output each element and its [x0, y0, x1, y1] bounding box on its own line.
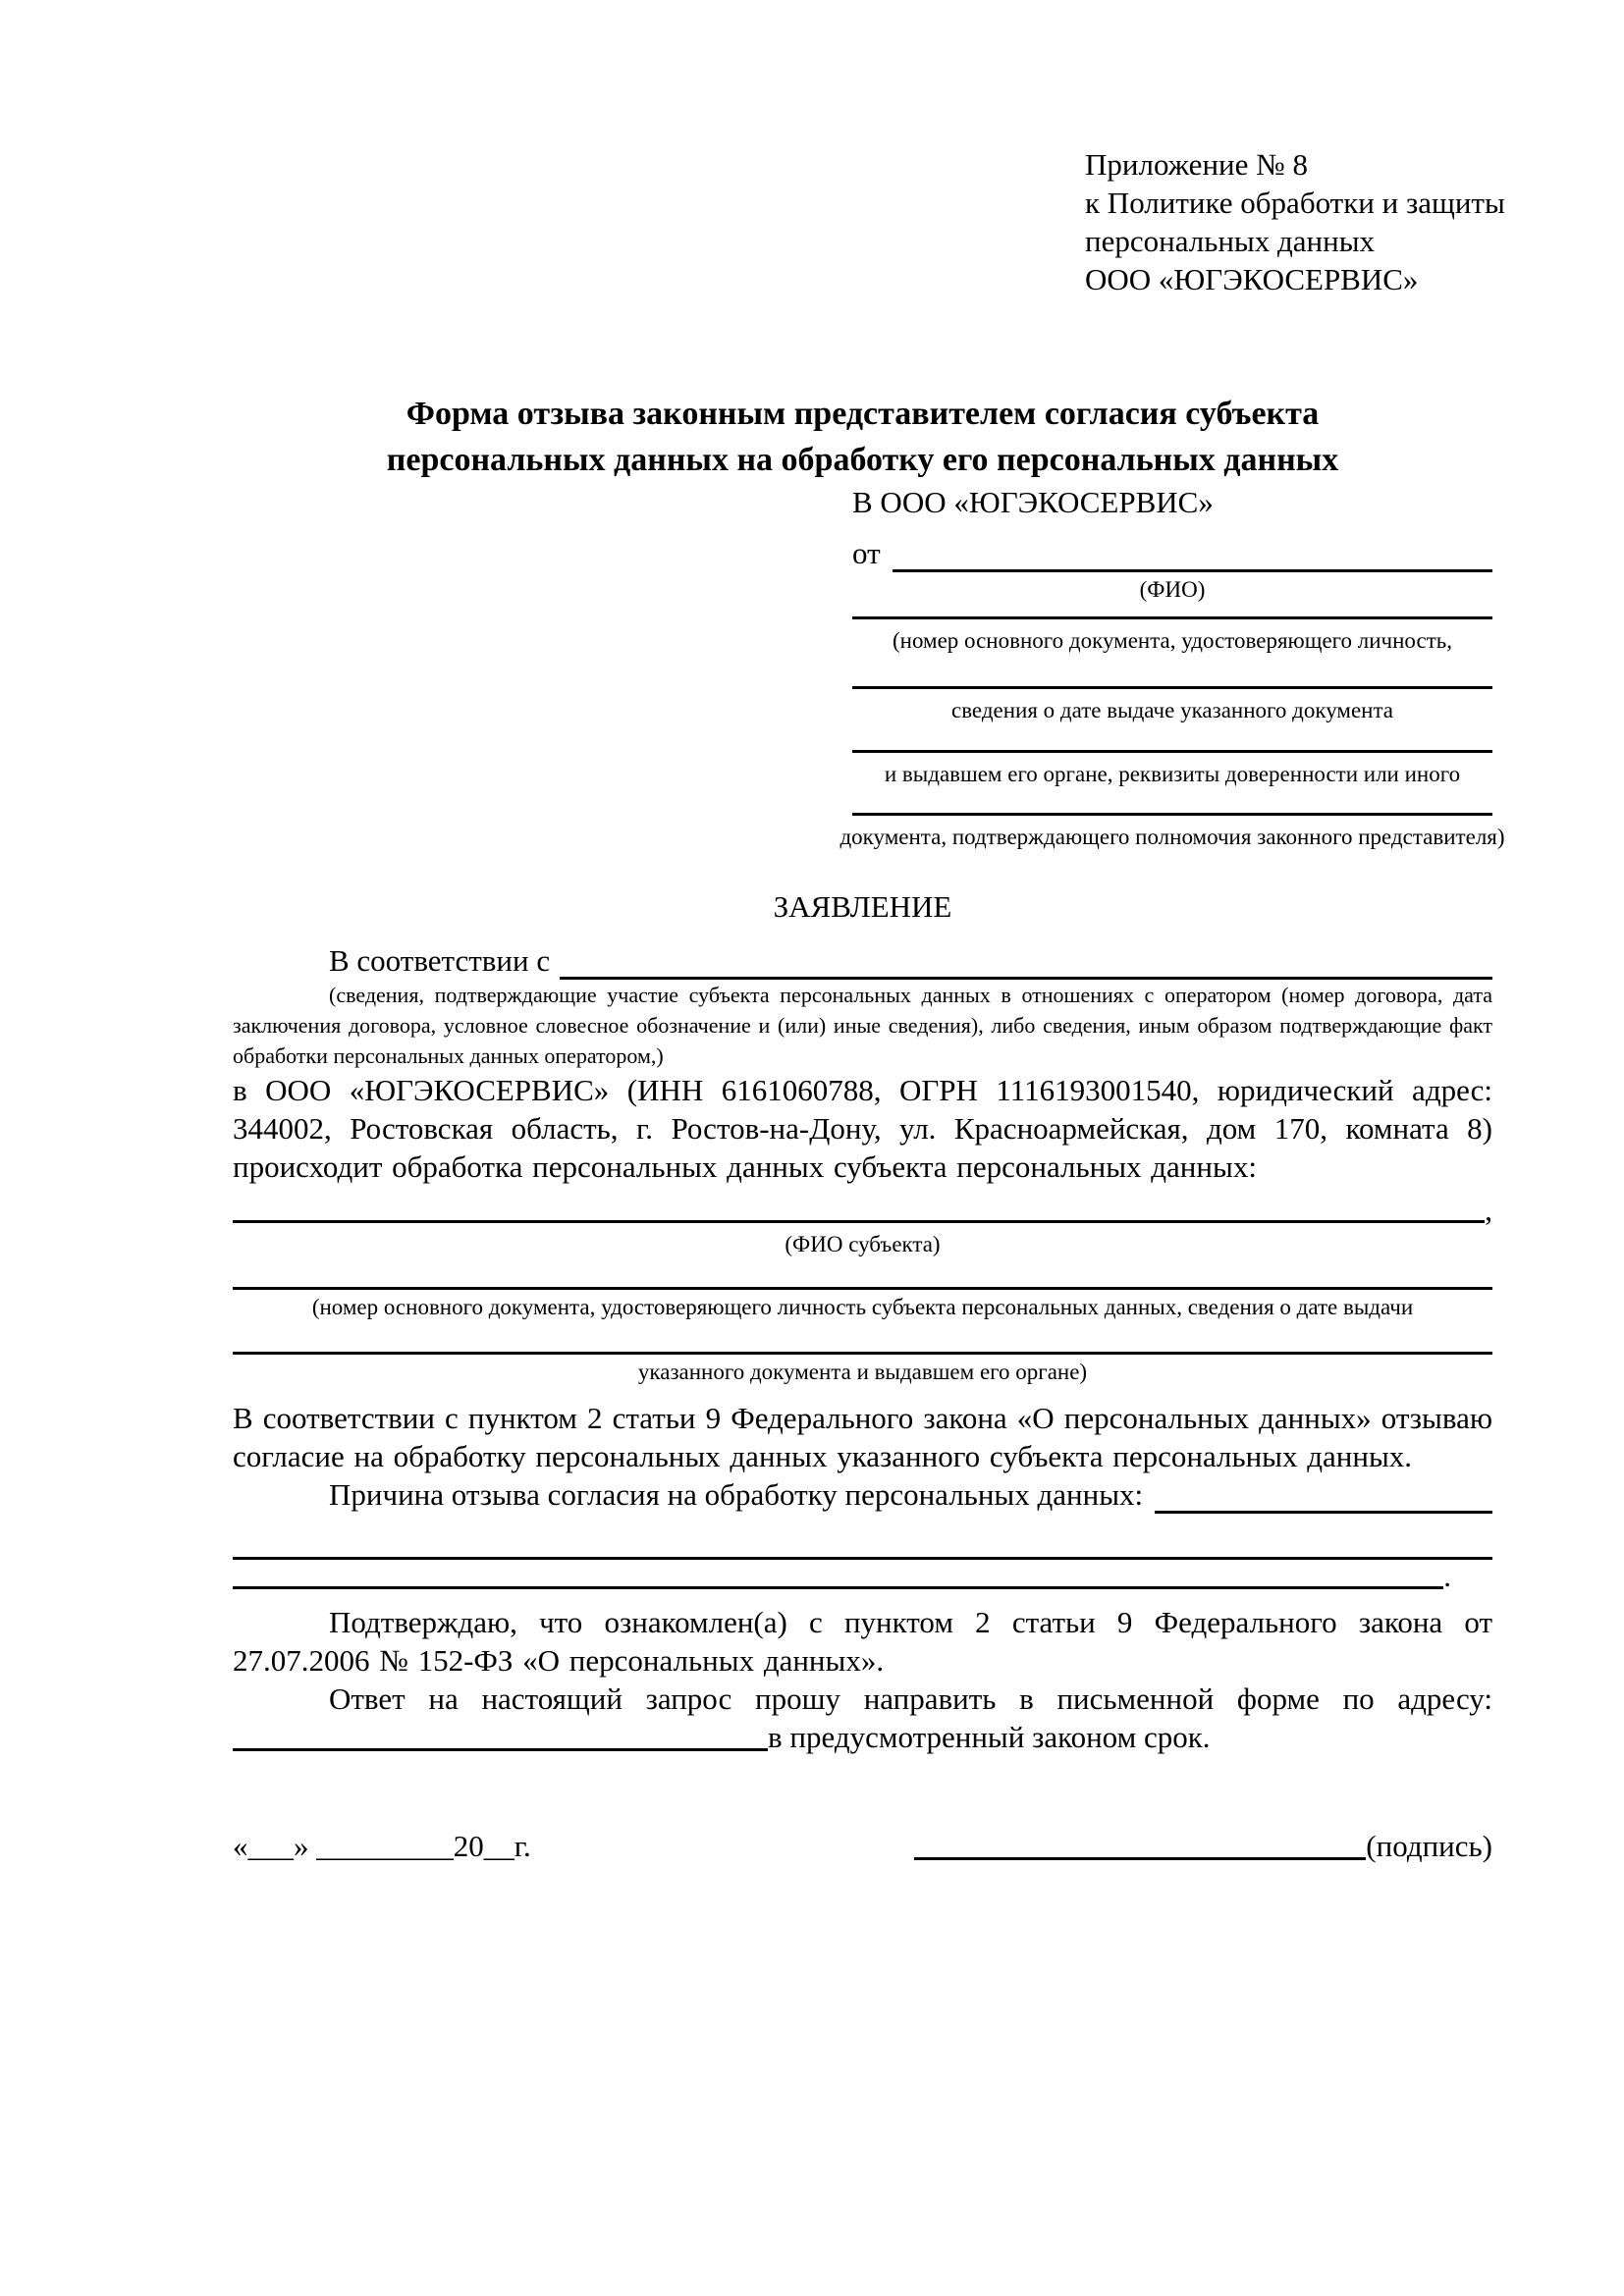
paragraph-indent [233, 1475, 329, 1514]
subject-fio-caption: (ФИО субъекта) [785, 1232, 941, 1256]
reason-field-line3 [233, 1560, 1492, 1593]
annex-note-line: ООО «ЮГЭКОСЕРВИС» [1085, 262, 1419, 296]
subject-name-comma: , [1485, 1193, 1492, 1227]
reply-tail: в предусмотренный законом срок. [768, 1720, 1211, 1754]
representative-document-field [852, 603, 1492, 619]
addressee-to: В ООО «ЮГЭКОСЕРВИС» [852, 485, 1214, 519]
addressee-block [839, 483, 1505, 850]
issue-date-field [852, 654, 1492, 689]
reason-label: Причина отзыва согласия на обработку персональных данных: [329, 1477, 1144, 1512]
authority-document-caption: документа, подтверждающего полномочия законного представителя) [839, 825, 1505, 849]
reason-field-line3-rule [233, 1586, 1443, 1589]
relation-details-field [560, 941, 1492, 980]
annex-note-line: к Политике обработки и защиты [1085, 186, 1505, 220]
intro-line [233, 941, 1492, 980]
reason-field-line2 [233, 1514, 1492, 1560]
date-field: «___» _________20__г. [233, 1829, 531, 1863]
reply-address-line [233, 1718, 1492, 1756]
subject-document-field-2 [233, 1320, 1492, 1355]
reason-line [233, 1475, 1492, 1514]
subject-document-field [233, 1257, 1492, 1290]
reply-paragraph: Ответ на настоящий запрос прошу направить в письменной форме по адресу: [329, 1682, 1492, 1716]
document-title-line1: Форма отзыва законным представителем согласия субъекта [406, 396, 1320, 432]
paragraph-indent [233, 941, 329, 980]
withdraw-paragraph: В соответствии с пунктом 2 статьи 9 Федерального закона «О персональных данных» отзываю согласие на обработку персональных данных указанного субъекта персональных данных. [233, 1401, 1492, 1473]
fio-caption: (ФИО) [1139, 577, 1206, 602]
reply-address-field [233, 1748, 768, 1751]
document-title [233, 391, 1492, 483]
signature-caption: (подпись) [1366, 1829, 1492, 1863]
annex-note [1085, 145, 1505, 298]
operator-paragraph: в ООО «ЮГЭКОСЕРВИС» (ИНН 6161060788, ОГРН 1116193001540, юридический адрес: 344002, Ростовская область, г. Ростов-на-Дону, ул. Красноармейская, дом 170, комната 8) происходит обработка персональных данных субъекта персональных данных: [233, 1073, 1492, 1184]
from-label: от [852, 536, 881, 570]
authority-document-field [852, 787, 1492, 816]
subject-name-field [233, 1220, 1485, 1223]
subject-name-line [233, 1194, 1492, 1227]
signature-block [914, 1827, 1492, 1865]
document-caption: (номер основного документа, удостоверяющего личность, [892, 628, 1452, 653]
signature-field [914, 1857, 1366, 1860]
issue-date-caption: сведения о дате выдаче указанного документа [950, 698, 1394, 722]
reason-field [1155, 1475, 1492, 1514]
issuing-authority-field [852, 723, 1492, 753]
confirm-paragraph: Подтверждаю, что ознакомлен(а) с пунктом 2 статьи 9 Федерального закона от 27.07.2006 № 152-ФЗ «О персональных данных». [233, 1605, 1492, 1678]
issuing-authority-caption: и выдавшем его органе, реквизиты доверенности или иного [884, 762, 1461, 786]
document-title-line2: персональных данных на обработку его персональных данных [386, 442, 1339, 478]
representative-name-field [893, 534, 1492, 572]
statement-heading: ЗАЯВЛЕНИЕ [773, 889, 952, 924]
intro-note: (сведения, подтверждающие участие субъекта персональных данных в отношениях с оператором (номер договора, дата заключения договора, условное словесное обозначение и (или) иные сведения), либо сведения, иным образом подтверждающие факт обработки персональных данных оператором,) [233, 983, 1492, 1068]
intro-label: В соответствии с [329, 943, 551, 978]
footer [233, 1827, 1492, 1865]
annex-note-line: персональных данных [1085, 224, 1376, 258]
subject-document-caption: (номер основного документа, удостоверяющего личность субъекта персональных данных, сведения о дате выдачи [311, 1295, 1414, 1319]
subject-document-caption-2: указанного документа и выдавшем его органе) [637, 1360, 1088, 1384]
reason-period: . [1443, 1559, 1451, 1593]
from-line [852, 534, 1492, 572]
annex-note-line: Приложение № 8 [1085, 147, 1308, 182]
